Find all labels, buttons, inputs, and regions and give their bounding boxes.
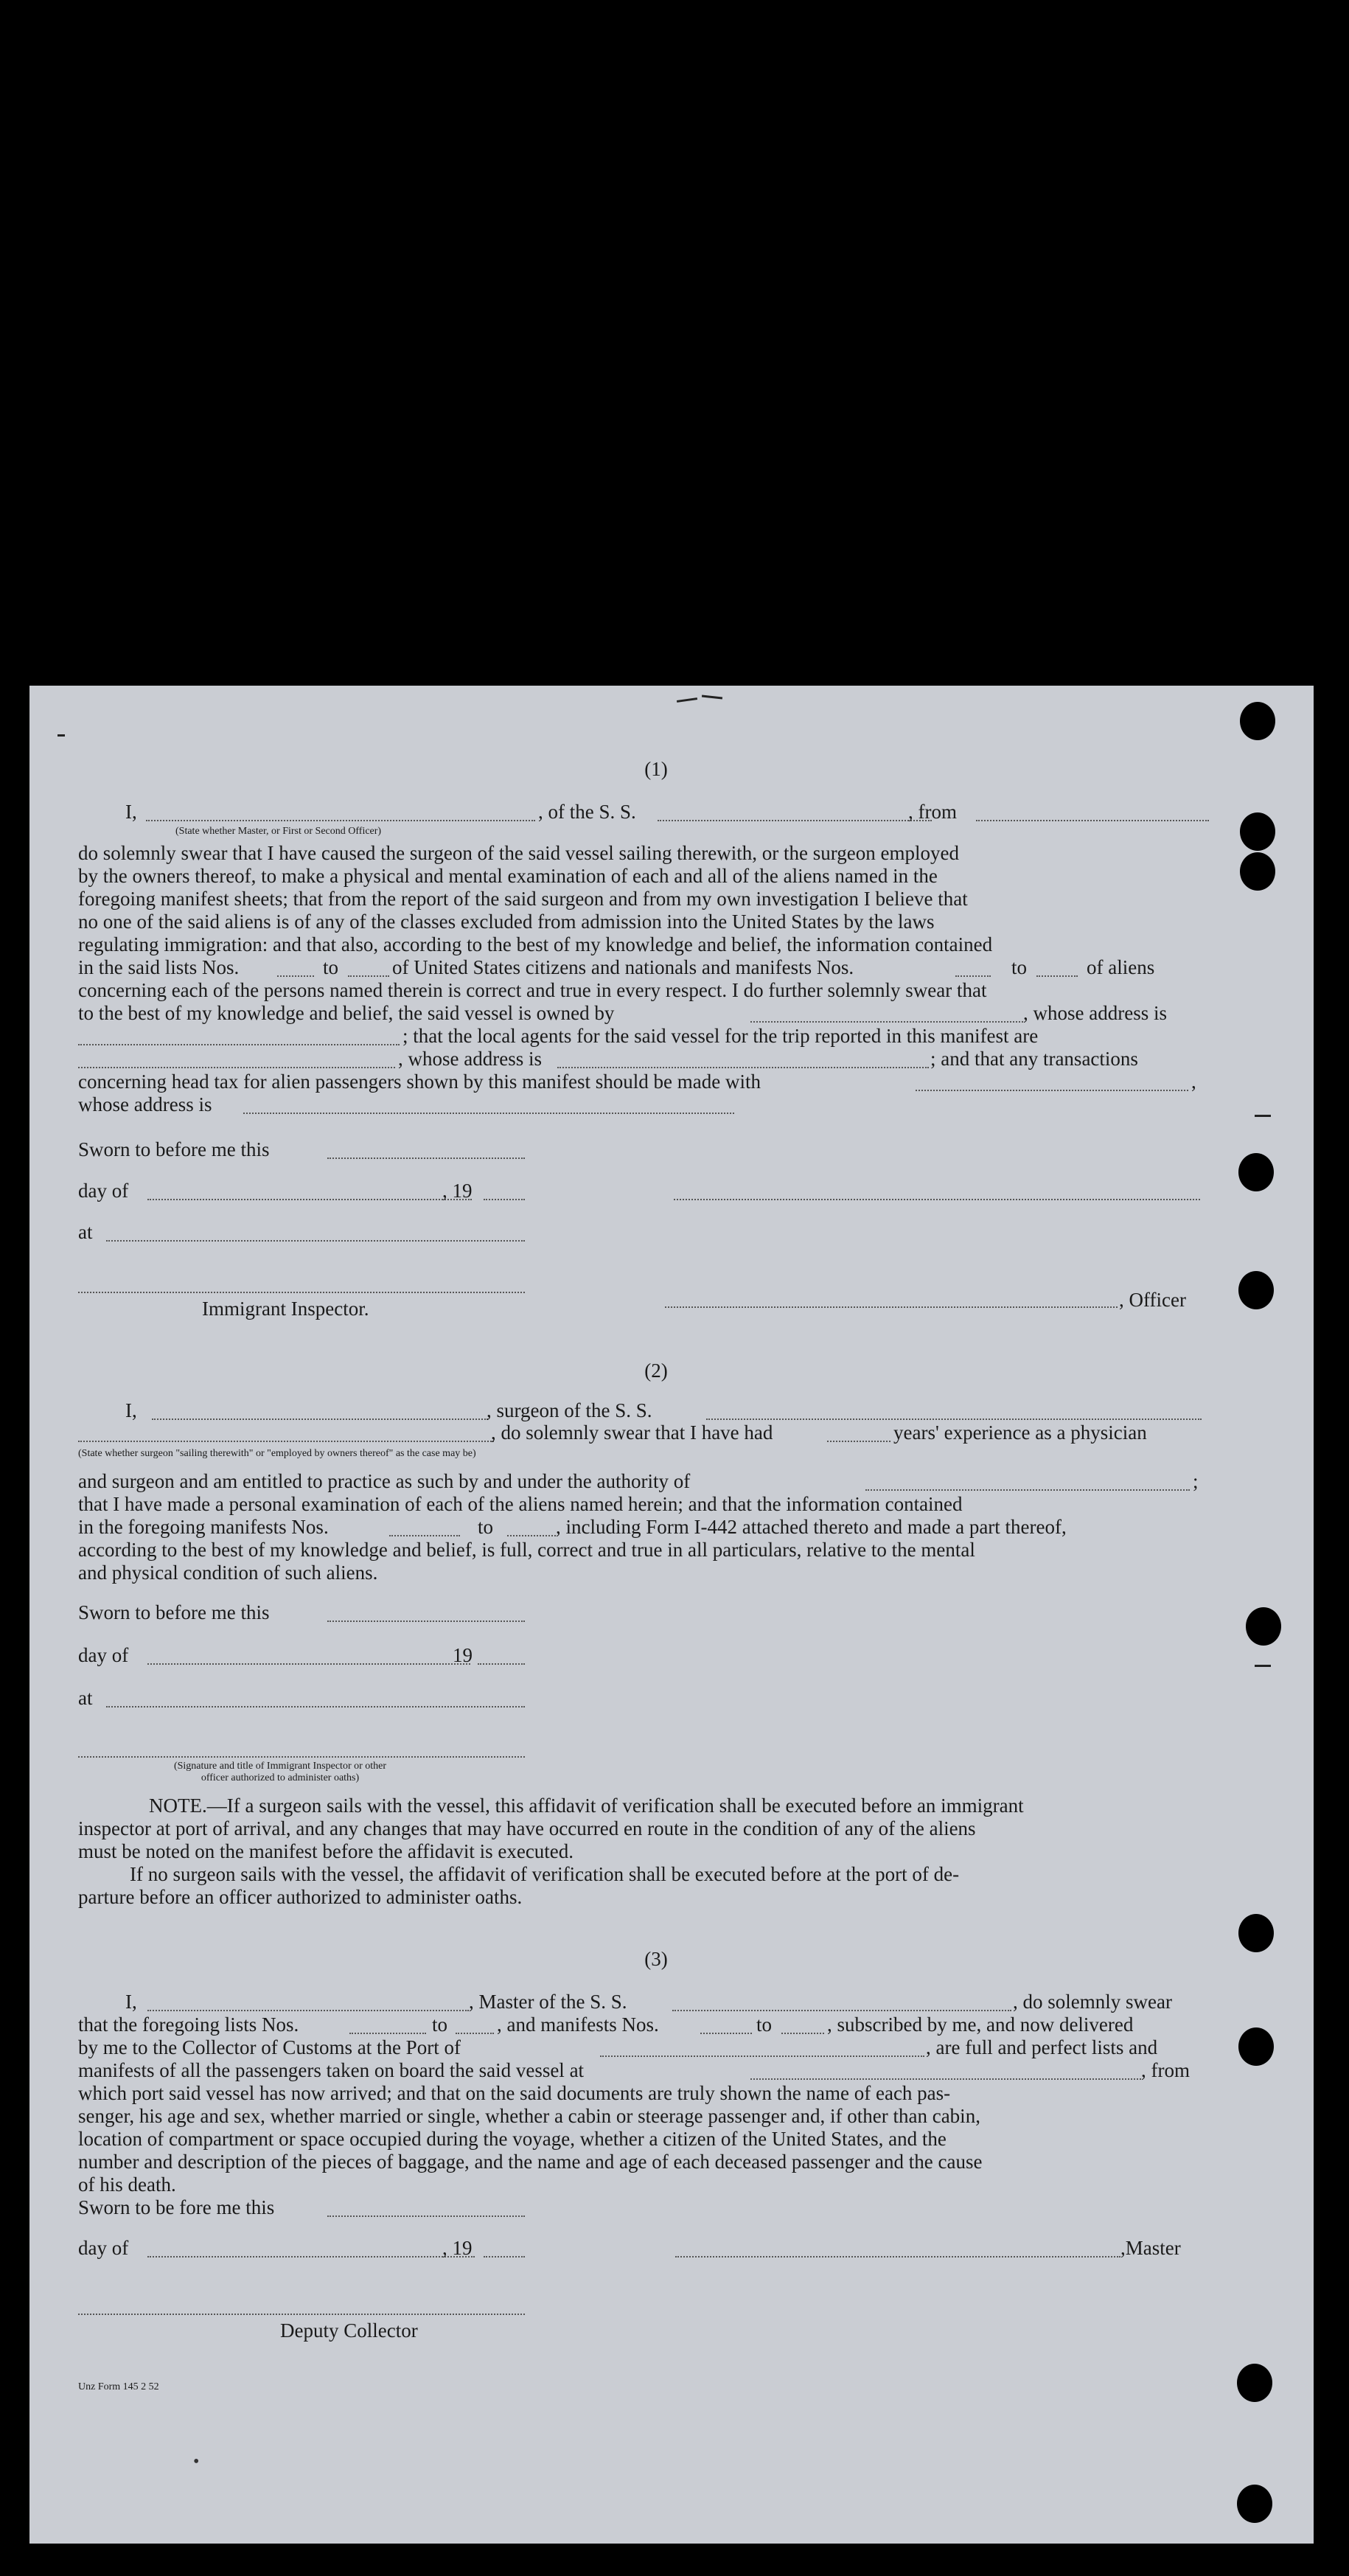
day-of-label: day of xyxy=(78,1180,129,1202)
signature-hint: (Signature and title of Immigrant Inspector or other xyxy=(173,1761,387,1772)
years-field[interactable] xyxy=(827,1441,890,1442)
manifest-to-field[interactable] xyxy=(507,1535,556,1536)
oath-text: concerning head tax for alien passengers shown by this manifest should be made with xyxy=(78,1071,761,1093)
sworn-day-field[interactable] xyxy=(327,1158,525,1159)
affiant-label: I, xyxy=(125,1991,137,2013)
oath-text: in the foregoing manifests Nos. xyxy=(78,1516,329,1538)
head-tax-address-field[interactable] xyxy=(243,1113,734,1114)
ship-field[interactable] xyxy=(658,820,932,821)
oath-text: years' experience as a physician xyxy=(893,1421,1147,1444)
lists-from-field[interactable] xyxy=(349,2033,426,2034)
inspector-title: Immigrant Inspector. xyxy=(202,1298,369,1320)
oath-text: that I have made a personal examination of each of the aliens named herein; and that the information contained xyxy=(78,1493,963,1515)
oath-text: do solemnly swear that I have caused the surgeon of the said vessel sailing therewith, or the surgeon employed xyxy=(78,842,959,864)
year-field[interactable] xyxy=(484,1199,525,1200)
note-text: NOTE.—If a surgeon sails with the vessel, this affidavit of verification shall be executed before an immigrant xyxy=(149,1795,1024,1817)
officer-signature-line[interactable] xyxy=(674,1199,1200,1200)
sworn-label: Sworn to be fore me this xyxy=(78,2196,275,2218)
oath-text: , from xyxy=(1141,2059,1190,2081)
day-of-label: day of xyxy=(78,1644,129,1666)
sworn-label: Sworn to before me this xyxy=(78,1138,270,1160)
punch-hole xyxy=(1240,702,1275,740)
manifests-to-field[interactable] xyxy=(781,2033,824,2034)
officer-title: , Officer xyxy=(1119,1289,1186,1311)
head-tax-party-field[interactable] xyxy=(916,1090,1188,1091)
month-field[interactable] xyxy=(147,2256,475,2258)
officer-name-line[interactable] xyxy=(665,1306,1118,1308)
oath-text: and physical condition of such aliens. xyxy=(78,1562,378,1584)
oath-text: , do solemnly swear xyxy=(1013,1991,1172,2013)
scan-mark xyxy=(1255,1665,1271,1667)
oath-text: by the owners thereof, to make a physical and mental examination of each and all of the aliens named in the xyxy=(78,865,938,887)
year-label: , 19 xyxy=(442,1180,473,1202)
oath-text: which port said vessel has now arrived; and that on the said documents are truly shown the name of each pas- xyxy=(78,2082,951,2104)
manifest-from-field[interactable] xyxy=(389,1535,460,1536)
oath-text: , including Form I-442 attached thereto and made a part thereof, xyxy=(556,1516,1067,1538)
at-field[interactable] xyxy=(106,1240,525,1242)
oath-text: ; and that any transactions xyxy=(930,1048,1138,1070)
punch-hole xyxy=(1238,1914,1274,1952)
oath-text: , whose address is xyxy=(398,1048,542,1070)
form-number: Unz Form 145 2 52 xyxy=(78,2381,159,2392)
scan-speck: • xyxy=(193,2452,200,2471)
sworn-label: Sworn to before me this xyxy=(78,1601,270,1623)
oath-text: to the best of my knowledge and belief, the said vessel is owned by xyxy=(78,1002,615,1024)
manifest-to-field[interactable] xyxy=(1036,975,1078,977)
authority-field[interactable] xyxy=(865,1489,1190,1491)
oath-text: that the foregoing lists Nos. xyxy=(78,2013,299,2036)
punch-hole xyxy=(1237,2485,1272,2523)
oath-text: foregoing manifest sheets; that from the report of the said surgeon and from my own investigation I believe that xyxy=(78,888,968,910)
oath-text: , xyxy=(1191,1071,1196,1093)
day-of-label: day of xyxy=(78,2237,129,2259)
manifest-affidavit-page xyxy=(29,686,1314,2544)
oath-text: manifests of all the passengers taken on board the said vessel at xyxy=(78,2059,585,2081)
punch-hole xyxy=(1240,852,1275,891)
affiant-label: I, xyxy=(125,801,137,823)
oath-text: ; that the local agents for the said vessel for the trip reported in this manifest are xyxy=(402,1025,1039,1047)
oath-text: location of compartment or space occupied during the voyage, whether a citizen of the United States, and the xyxy=(78,2128,947,2150)
inspector-signature-line[interactable] xyxy=(78,1292,525,1293)
month-field[interactable] xyxy=(147,1663,470,1665)
punch-hole xyxy=(1237,2364,1272,2402)
oath-text: , Master of the S. S. xyxy=(469,1991,627,2013)
embark-port-field[interactable] xyxy=(750,2078,1141,2080)
affiant-label: I, xyxy=(125,1399,137,1421)
at-label: at xyxy=(78,1687,93,1709)
manifest-from-field[interactable] xyxy=(955,975,991,977)
oath-text: of aliens xyxy=(1087,956,1155,978)
note-text: If no surgeon sails with the vessel, the affidavit of verification shall be executed before at the port of de- xyxy=(130,1863,960,1885)
surgeon-hint: (State whether surgeon "sailing therewith" or "employed by owners thereof" as the case may be) xyxy=(78,1448,476,1459)
port-field[interactable] xyxy=(600,2055,924,2057)
name-field[interactable] xyxy=(146,820,535,821)
punch-hole xyxy=(1238,1153,1274,1191)
master-title: ,Master xyxy=(1120,2237,1181,2259)
signature-hint: officer authorized to administer oaths) xyxy=(201,1772,360,1783)
oath-text: to xyxy=(323,956,339,978)
oath-text: in the said lists Nos. xyxy=(78,956,240,978)
punch-hole xyxy=(1246,1607,1281,1646)
year-field[interactable] xyxy=(484,2256,525,2258)
oath-text: to xyxy=(1011,956,1028,978)
master-ship-field[interactable] xyxy=(672,2010,1011,2011)
manifests-from-field[interactable] xyxy=(700,2033,752,2034)
surgeon-type-field[interactable] xyxy=(78,1441,494,1442)
at-field[interactable] xyxy=(106,1706,525,1708)
master-signature-line[interactable] xyxy=(675,2256,1120,2258)
from-field[interactable] xyxy=(976,820,1209,821)
oath-text: according to the best of my knowledge and belief, is full, correct and true in all particulars, relative to the mental xyxy=(78,1539,975,1561)
surgeon-ship-field[interactable] xyxy=(706,1418,1202,1420)
oath-text: of United States citizens and nationals and manifests Nos. xyxy=(392,956,854,978)
oath-text: , are full and perfect lists and xyxy=(926,2036,1158,2058)
agents-field[interactable] xyxy=(78,1067,395,1068)
year-field[interactable] xyxy=(478,1663,525,1665)
surgeon-ship-label: , surgeon of the S. S. xyxy=(487,1399,652,1421)
from-label: , from xyxy=(908,801,957,823)
oath-text: no one of the said aliens is of any of the classes excluded from admission into the United States by the laws xyxy=(78,911,935,933)
deputy-title: Deputy Collector xyxy=(280,2319,418,2342)
note-text: parture before an officer authorized to administer oaths. xyxy=(78,1886,523,1908)
section-number-1: (1) xyxy=(644,758,668,780)
scan-mark xyxy=(1255,1115,1271,1117)
oath-text: whose address is xyxy=(78,1093,212,1115)
oath-text: and surgeon and am entitled to practice as such by and under the authority of xyxy=(78,1470,691,1492)
note-text: must be noted on the manifest before the affidavit is executed. xyxy=(78,1840,574,1862)
surgeon-name-field[interactable] xyxy=(152,1418,488,1420)
section-number-2: (2) xyxy=(644,1360,668,1382)
punch-hole xyxy=(1238,1271,1274,1309)
oath-text: ; xyxy=(1193,1470,1199,1492)
oath-text: to xyxy=(432,2013,448,2036)
deputy-signature-line[interactable] xyxy=(78,2314,525,2315)
month-field[interactable] xyxy=(147,1199,472,1200)
master-name-field[interactable] xyxy=(147,2010,469,2011)
officer-hint: (State whether Master, or First or Second Officer) xyxy=(175,826,382,837)
year-label: 19 xyxy=(453,1644,473,1666)
sworn-day-field[interactable] xyxy=(327,2215,525,2217)
scan-mark xyxy=(702,695,722,700)
oath-text: regulating immigration: and that also, according to the best of my knowledge and belief, the information contained xyxy=(78,933,993,955)
list-from-field[interactable] xyxy=(277,975,314,977)
agents-address-field[interactable] xyxy=(557,1067,929,1068)
ship-label: , of the S. S. xyxy=(538,801,636,823)
oath-text: by me to the Collector of Customs at the Port of xyxy=(78,2036,461,2058)
oath-text: number and description of the pieces of baggage, and the name and age of each deceased passenger and the cause xyxy=(78,2151,983,2173)
inspector-signature-line[interactable] xyxy=(78,1756,525,1758)
list-to-field[interactable] xyxy=(348,975,389,977)
punch-hole xyxy=(1238,2027,1274,2066)
scan-mark xyxy=(677,697,697,703)
scan-mark xyxy=(57,734,65,737)
oath-text: , and manifests Nos. xyxy=(497,2013,659,2036)
oath-text: to xyxy=(478,1516,494,1538)
section-number-3: (3) xyxy=(644,1948,668,1970)
note-text: inspector at port of arrival, and any changes that may have occurred en route in the condition of any of the aliens xyxy=(78,1817,976,1839)
punch-hole xyxy=(1240,812,1275,851)
oath-text: to xyxy=(756,2013,773,2036)
lists-to-field[interactable] xyxy=(456,2033,494,2034)
oath-text: concerning each of the persons named therein is correct and true in every respect. I do further solemnly swear that xyxy=(78,979,987,1001)
owner-field[interactable] xyxy=(750,1021,1023,1023)
sworn-day-field[interactable] xyxy=(327,1621,525,1622)
oath-text: , do solemnly swear that I have had xyxy=(491,1421,773,1444)
oath-text: , whose address is xyxy=(1023,1002,1167,1024)
year-label: , 19 xyxy=(442,2237,473,2259)
oath-text: , subscribed by me, and now delivered xyxy=(827,2013,1134,2036)
oath-text: of his death. xyxy=(78,2173,176,2196)
owner-address-field[interactable] xyxy=(78,1044,400,1045)
oath-text: senger, his age and sex, whether married or single, whether a cabin or steerage passenger and, if other than cabin, xyxy=(78,2105,980,2127)
at-label: at xyxy=(78,1221,93,1243)
